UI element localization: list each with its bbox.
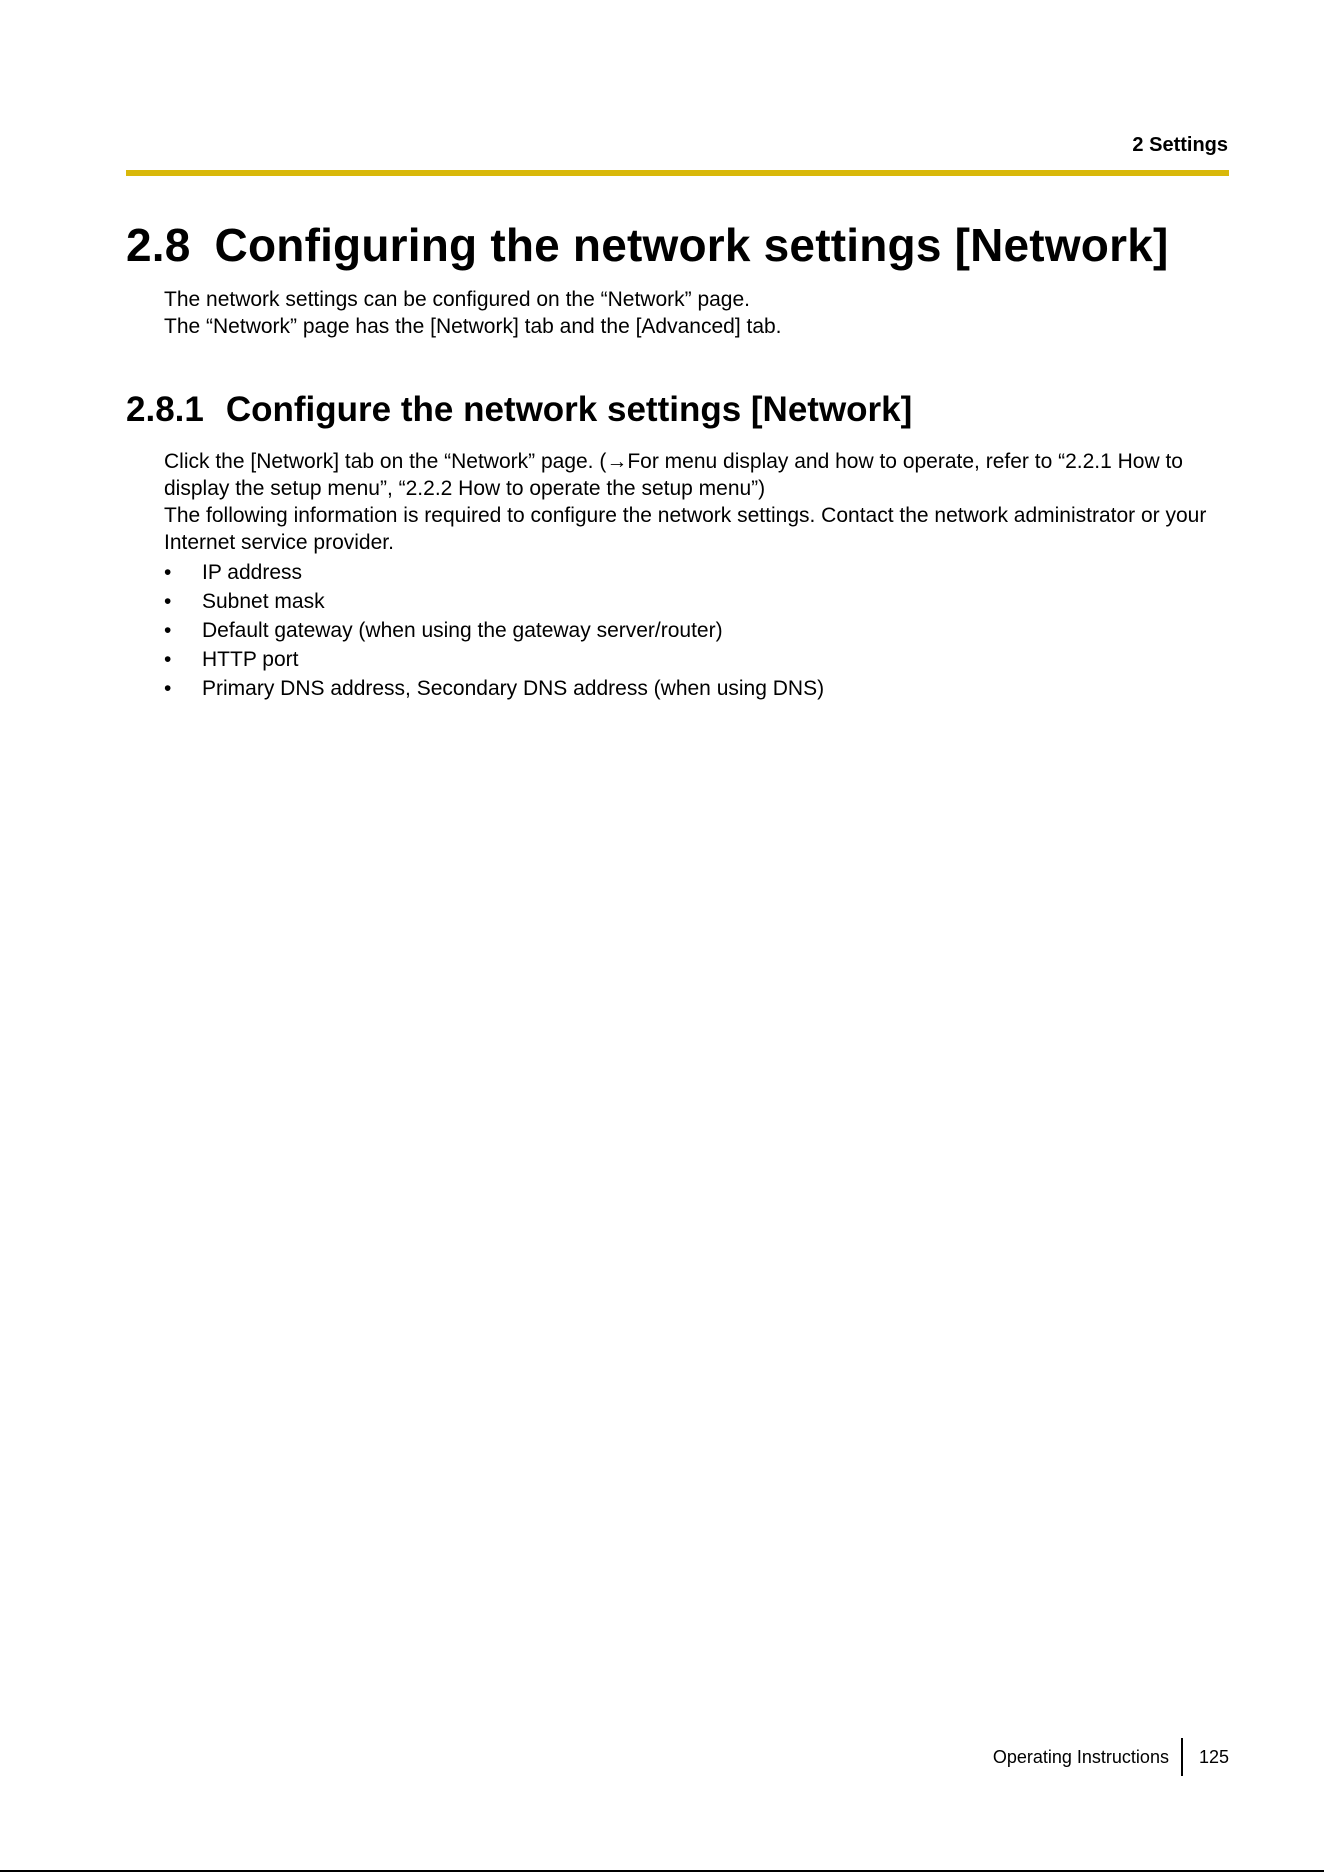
list-item-text: HTTP port — [202, 648, 299, 671]
footer-doc-title: Operating Instructions — [992, 1746, 1169, 1767]
header-rule — [126, 170, 1229, 176]
bullet-icon: • — [164, 561, 172, 584]
subsection-number: 2.8.1 — [126, 390, 204, 429]
subsection-title: Configure the network settings [Network] — [225, 390, 913, 429]
bullet-icon: • — [164, 590, 172, 613]
list-item-text: Default gateway (when using the gateway server/router) — [202, 619, 723, 642]
subsection-body — [164, 448, 1234, 703]
list-item — [164, 558, 1234, 587]
page-footer — [993, 1738, 1229, 1776]
list-item-text: Subnet mask — [202, 590, 325, 613]
list-item — [164, 587, 1234, 616]
running-header-section: 2 Settings — [1132, 134, 1228, 156]
intro-line: The network settings can be configured on the “Network” page. — [164, 288, 750, 311]
section-heading — [126, 218, 1169, 272]
subsection-heading — [126, 390, 912, 430]
section-title: Configuring the network settings [Network] — [214, 219, 1169, 271]
bullet-icon: • — [164, 619, 172, 642]
page-number: 125 — [1198, 1746, 1229, 1767]
list-item — [164, 674, 1234, 703]
body-paragraph: Click the [Network] tab on the “Network” page. (→For menu display and how to operate, refer to “2.2.1 How to display the setup menu”, “2.2.2 How to operate the setup menu”) — [164, 450, 1183, 500]
list-item — [164, 616, 1234, 645]
section-intro — [164, 286, 782, 340]
bullet-icon: • — [164, 677, 172, 700]
list-item-text: IP address — [202, 561, 303, 584]
intro-line: The “Network” page has the [Network] tab and the [Advanced] tab. — [164, 315, 782, 338]
section-number: 2.8 — [126, 219, 191, 271]
list-item-text: Primary DNS address, Secondary DNS address (when using DNS) — [202, 677, 825, 700]
footer-divider — [1181, 1738, 1183, 1776]
required-info-list — [164, 558, 1234, 703]
bullet-icon: • — [164, 648, 172, 671]
list-item — [164, 645, 1234, 674]
body-paragraph: The following information is required to configure the network settings. Contact the network administrator or your Internet service provider. — [164, 504, 1207, 554]
